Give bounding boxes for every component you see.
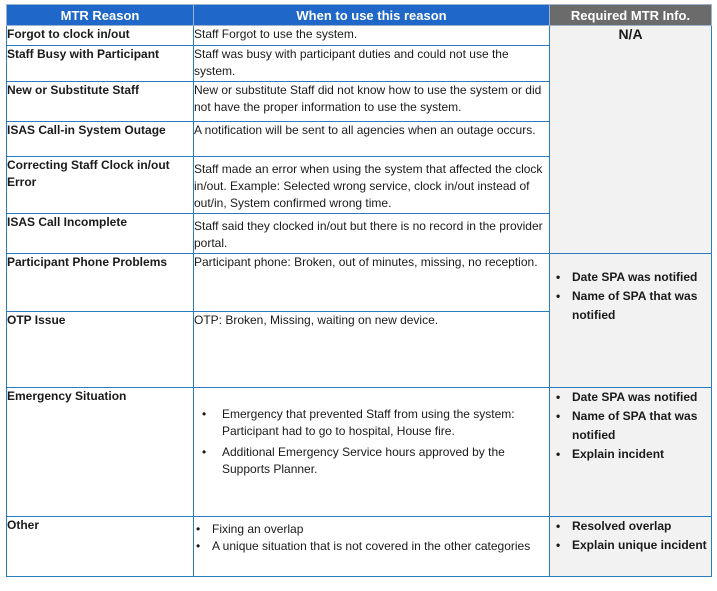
required-other-list — [550, 517, 711, 555]
list-item: • Emergency that prevented Staff from using the system: Participant had to go to hospital, House fire. — [194, 406, 549, 440]
when-cell: OTP: Broken, Missing, waiting on new device. — [194, 312, 550, 388]
list-item: • Explain incident — [550, 445, 711, 464]
reason-cell: Correcting Staff Clock in/out Error — [7, 157, 194, 214]
mtr-reason-table — [6, 4, 712, 577]
table-row — [7, 254, 712, 312]
list-item: • Fixing an overlap — [194, 521, 549, 538]
list-item: • Additional Emergency Service hours approved by the Supports Planner. — [194, 444, 549, 478]
emergency-when-list — [194, 406, 549, 478]
when-cell — [194, 517, 550, 577]
required-spa-cell — [550, 254, 712, 388]
reason-cell: ISAS Call Incomplete — [7, 214, 194, 254]
list-item: • Resolved overlap — [550, 517, 711, 536]
when-cell: Staff said they clocked in/out but there is no record in the provider portal. — [194, 214, 550, 254]
list-item: • Date SPA was notified — [550, 268, 711, 287]
required-other-cell — [550, 517, 712, 577]
list-item: • Name of SPA that was notified — [550, 407, 711, 445]
when-cell — [194, 388, 550, 517]
reason-cell: Forgot to clock in/out — [7, 26, 194, 46]
when-cell: Staff was busy with participant duties and could not use the system. — [194, 46, 550, 82]
when-cell: A notification will be sent to all agencies when an outage occurs. — [194, 122, 550, 157]
required-spa-list — [550, 268, 711, 325]
list-item: • Date SPA was notified — [550, 388, 711, 407]
when-cell: Participant phone: Broken, out of minutes, missing, no reception. — [194, 254, 550, 312]
header-required-info: Required MTR Info. — [550, 5, 712, 26]
required-emergency-list — [550, 388, 711, 464]
when-cell: Staff Forgot to use the system. — [194, 26, 550, 46]
list-item: • Explain unique incident — [550, 536, 711, 555]
when-cell: Staff made an error when using the system that affected the clock in/out. Example: Selected wrong service, clock in/out instead of out/in, System confirmed wrong time. — [194, 157, 550, 214]
list-item: • A unique situation that is not covered in the other categories — [194, 538, 549, 555]
when-cell: New or substitute Staff did not know how to use the system or did not have the proper information to use the system. — [194, 82, 550, 122]
reason-cell: Other — [7, 517, 194, 577]
required-na-cell: N/A — [550, 26, 712, 254]
reason-cell: OTP Issue — [7, 312, 194, 388]
reason-cell: ISAS Call-in System Outage — [7, 122, 194, 157]
header-mtr-reason: MTR Reason — [7, 5, 194, 26]
reason-cell: New or Substitute Staff — [7, 82, 194, 122]
table-row — [7, 26, 712, 46]
header-when-to-use: When to use this reason — [194, 5, 550, 26]
table-row — [7, 388, 712, 517]
reason-cell: Participant Phone Problems — [7, 254, 194, 312]
reason-cell: Emergency Situation — [7, 388, 194, 517]
table-row — [7, 517, 712, 577]
list-item: • Name of SPA that was notified — [550, 287, 711, 325]
reason-cell: Staff Busy with Participant — [7, 46, 194, 82]
header-row — [7, 5, 712, 26]
other-when-list — [194, 521, 549, 555]
required-emergency-cell — [550, 388, 712, 517]
